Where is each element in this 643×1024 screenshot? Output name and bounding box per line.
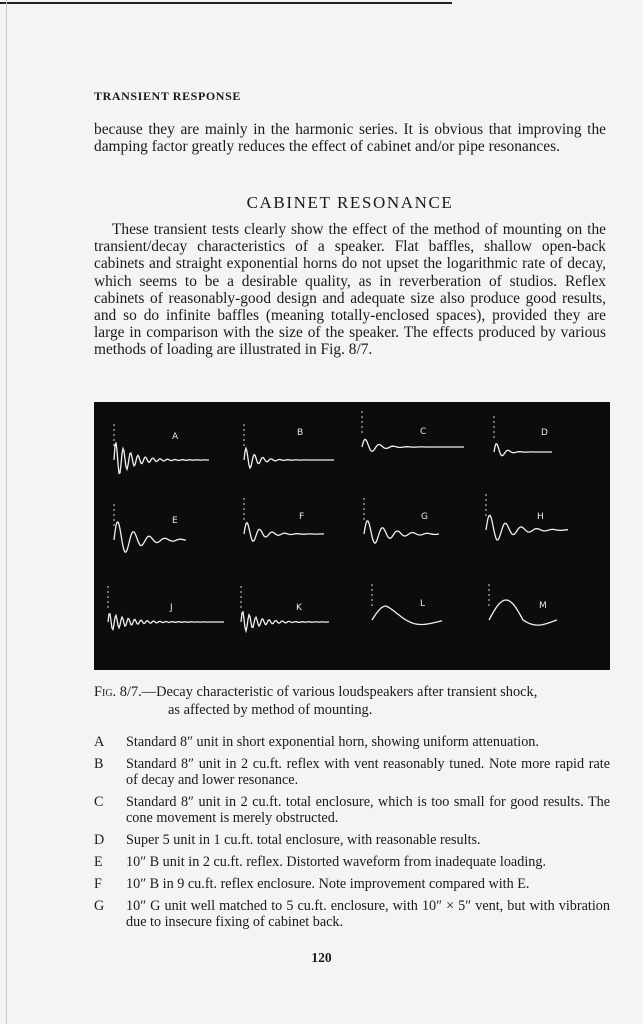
caption-label: Fig. 8/7. [94,684,142,700]
panel-label: L [420,599,426,609]
trace-panel-j [108,586,224,630]
legend-letter: F [94,876,102,892]
panel-label: H [537,512,544,522]
decay-trace [108,614,224,630]
panel-label: D [541,428,548,438]
panel-label: B [297,428,304,438]
legend-text: Super 5 unit in 1 cu.ft. total enclosure, with reasonable results. [126,832,481,848]
trace-panel-d [494,416,552,456]
legend-item [94,794,610,826]
paragraph-text: These transient tests clearly show the effect of the method of mounting on the transient/decay characteristics of a speaker. Flat baffles, shallow open-back cabinets and straight exponential horns do not upset the logarithmic rate of decay, which seems to be a desirable quality, as in reverberation of studios. Reflex cabinets of reasonably-good design and adequate size also produce good results, and so do infinite baffles (meaning totally-enclosed spaces), provided they are large in comparison with the size of the speaker. The effects produced by various methods of loading are illustrated in Fig. 8/7. [94,221,606,359]
body-paragraph [94,221,606,359]
panel-label: E [172,516,178,526]
decay-trace [486,515,568,540]
decay-trace [364,521,439,543]
trace-panel-e [114,504,186,552]
caption-line-1: —Decay characteristic of various loudspeakers after transient shock, [141,684,538,700]
oscillogram-plate [94,402,610,670]
trace-panel-g [364,498,439,543]
legend-item [94,854,610,870]
trace-panel-l [372,584,442,625]
legend-text: Standard 8″ unit in 2 cu.ft. reflex with vent reasonably tuned. Note more rapid rate of decay and lower resonance. [126,756,610,788]
legend-item [94,876,610,892]
legend-letter: B [94,756,104,772]
legend-item [94,756,610,788]
legend-letter: C [94,794,104,810]
legend-item [94,898,610,930]
legend-letter: E [94,854,103,870]
decay-trace [241,612,329,631]
legend-text: 10″ G unit well matched to 5 cu.ft. enclosure, with 10″ × 5″ vent, but with vibration due to insecure fixing of cabinet back. [126,898,610,930]
legend-list [94,734,610,936]
continuation-text: because they are mainly in the harmonic series. It is obvious that improving the damping factor greatly reduces the effect of cabinet and/or pipe resonances. [94,121,606,156]
trace-panel-h [486,494,568,540]
panel-label: M [539,601,547,611]
legend-item [94,832,610,848]
legend-letter: A [94,734,105,750]
trace-panel-b [244,424,334,468]
legend-text: 10″ B in 9 cu.ft. reflex enclosure. Note improvement compared with E. [126,876,530,892]
legend-letter: G [94,898,105,914]
decay-trace [489,600,557,625]
continuation-paragraph [94,121,606,155]
running-head: TRANSIENT RESPONSE [94,89,241,103]
figure-caption [94,683,608,719]
trace-panel-k [241,586,329,631]
legend-text: Standard 8″ unit in short exponential horn, showing uniform attenuation. [126,734,539,750]
caption-line-2: as affected by method of mounting. [168,702,373,718]
trace-panel-c [362,411,464,451]
panel-label: A [172,432,179,442]
legend-item [94,734,610,750]
legend-letter: D [94,832,105,848]
decay-trace [244,448,334,468]
section-heading: CABINET RESONANCE [246,193,454,212]
panel-label: F [299,512,305,522]
page-edge [6,0,7,1024]
legend-text: Standard 8″ unit in 2 cu.ft. total enclosure, which is too small for good results. The cone movement is merely obstructed. [126,794,610,826]
decay-trace [244,523,324,542]
decay-trace [362,439,464,451]
top-rule [0,2,452,4]
decay-trace [114,442,209,473]
panel-label: G [421,512,428,522]
trace-panel-m [489,584,557,625]
decay-trace [372,606,442,625]
page-number: 120 [311,950,332,965]
panel-label: J [170,603,173,613]
decay-trace [494,444,552,456]
decay-trace [114,522,186,552]
panel-label: K [296,603,302,613]
panel-label: C [420,427,427,437]
trace-panel-a [114,424,209,473]
oscillogram-figure [94,402,610,670]
legend-text: 10″ B unit in 2 cu.ft. reflex. Distorted waveform from inadequate loading. [126,854,546,870]
trace-panel-f [244,498,324,541]
